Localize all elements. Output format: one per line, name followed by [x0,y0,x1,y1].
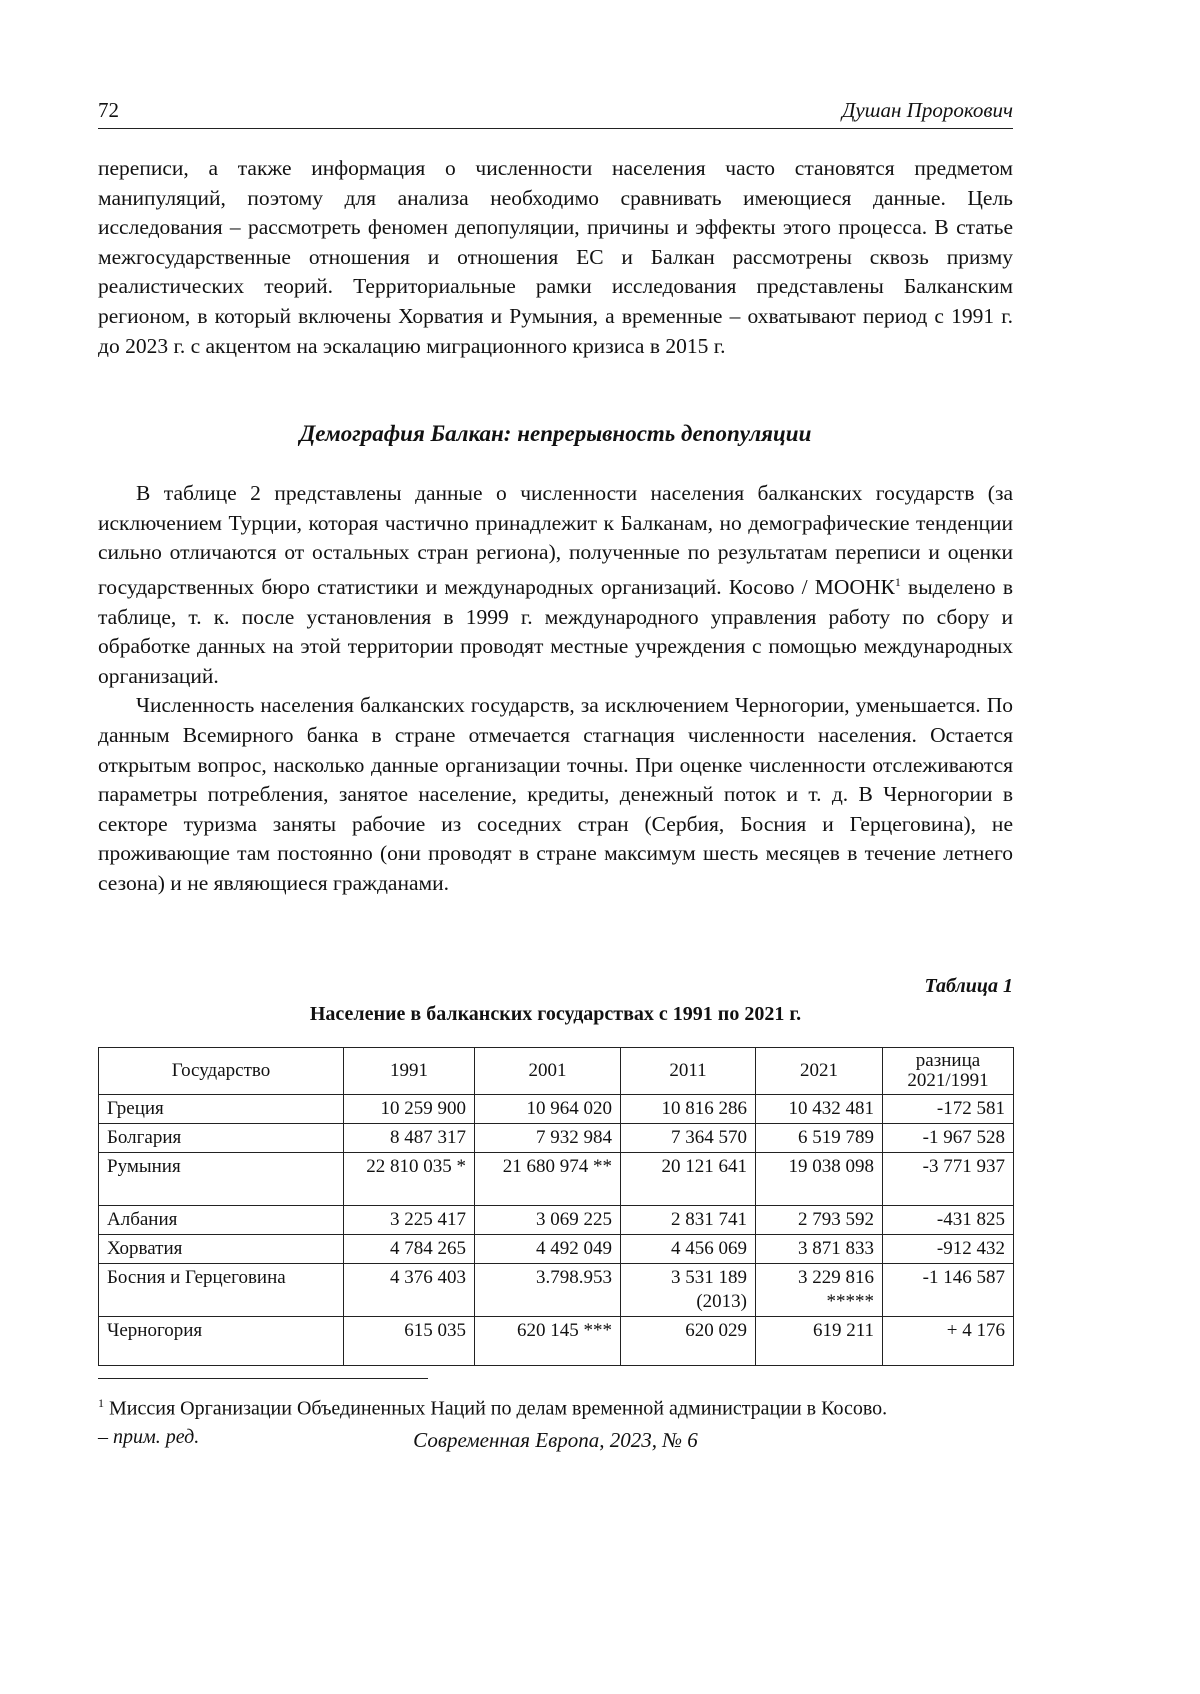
value-cell: 3 225 417 [344,1206,475,1235]
column-header: 1991 [344,1048,475,1095]
value-cell: 7 364 570 [621,1124,756,1153]
section-heading: Демография Балкан: непрерывность депопуляции [299,421,812,446]
column-header: Государство [99,1048,344,1095]
value-cell: 8 487 317 [344,1124,475,1153]
value-cell: 2 831 741 [621,1206,756,1235]
country-cell: Хорватия [99,1235,344,1264]
paragraph-2: Численность населения балканских государств, за исключением Черногории, уменьшается. По данным Всемирного банка в стране отмечается стагнация численности населения. Остается открытым вопрос, насколько данные организации точны. При оценке численности отслеживаются параметры потребления, занятое население, кредиты, денежный поток и т. д. В Черногории в секторе туризма заняты рабочие из соседних стран (Сербия, Босния и Герцеговина), не проживающие там постоянно (они проводят в стране максимум шесть месяцев в течение летнего сезона) и не являющиеся гражданами. [98,693,1013,895]
value-cell: 3 531 189 (2013) [621,1264,756,1317]
table-row [99,1095,1014,1124]
value-cell: -3 771 937 [883,1153,1014,1206]
value-cell: -912 432 [883,1235,1014,1264]
value-cell: + 4 176 [883,1317,1014,1366]
value-cell: 3 871 833 [756,1235,883,1264]
value-cell: 10 259 900 [344,1095,475,1124]
value-cell: 19 038 098 [756,1153,883,1206]
value-cell: 2 793 592 [756,1206,883,1235]
table-header-row [99,1048,1014,1095]
value-cell: -1 967 528 [883,1124,1014,1153]
paragraph-text: переписи, а также информация о численности населения часто становятся предметом манипуляций, поэтому для анализа необходимо сравнивать имеющиеся данные. Цель исследования – рассмотреть феномен депопуляции, причины и эффекты этого процесса. В статье межгосударственные отношения и отношения ЕС и Балкан рассмотрены сквозь призму реалистических теорий. Территориальные рамки исследования представлены Балканским регионом, в который включены Хорватия и Румыния, а временные – охватывают период с 1991 г. до 2023 г. с акцентом на эскалацию миграционного кризиса в 2015 г. [98,156,1013,358]
country-cell: Румыния [99,1153,344,1206]
column-header: 2021 [756,1048,883,1095]
footnote-rule [98,1378,428,1379]
footnote-text: Миссия Организации Объединенных Наций по делам временной администрации в Косово. [104,1397,888,1420]
country-cell: Албания [99,1206,344,1235]
table-row [99,1206,1014,1235]
value-cell: -172 581 [883,1095,1014,1124]
value-cell: 3 069 225 [475,1206,621,1235]
header-rule [98,128,1013,129]
value-cell: 6 519 789 [756,1124,883,1153]
country-cell: Черногория [99,1317,344,1366]
paragraph-1-part-b: выделено в таблице, т. к. после установления в 1999 г. международного управления работу по сбору и обработке данных на этой территории проводят местные учреждения с помощью международных организаций. [98,574,1013,688]
value-cell: 4 376 403 [344,1264,475,1317]
value-cell: 619 211 [756,1317,883,1366]
table-label: Таблица 1 [924,975,1013,997]
value-cell: 3.798.953 [475,1264,621,1317]
value-cell: 620 029 [621,1317,756,1366]
value-cell: 10 432 481 [756,1095,883,1124]
population-table [98,1047,1014,1366]
running-header-author: Душан Пророкович [841,98,1013,122]
value-cell: 4 456 069 [621,1235,756,1264]
value-cell: 22 810 035 * [344,1153,475,1206]
value-cell: -431 825 [883,1206,1014,1235]
value-cell: 615 035 [344,1317,475,1366]
value-cell: 10 816 286 [621,1095,756,1124]
value-cell: 10 964 020 [475,1095,621,1124]
footnote-note: – прим. ред. [98,1425,200,1448]
value-cell: 4 492 049 [475,1235,621,1264]
value-cell: 620 145 *** [475,1317,621,1366]
value-cell: 7 932 984 [475,1124,621,1153]
country-cell: Болгария [99,1124,344,1153]
value-cell: 3 229 816 ***** [756,1264,883,1317]
table-row [99,1235,1014,1264]
column-header: 2011 [621,1048,756,1095]
paragraph-1 [98,479,1013,691]
column-header: разница 2021/1991 [883,1048,1014,1095]
country-cell: Греция [99,1095,344,1124]
country-cell: Босния и Герцеговина [99,1264,344,1317]
value-cell: -1 146 587 [883,1264,1014,1317]
value-cell: 21 680 974 ** [475,1153,621,1206]
value-cell: 4 784 265 [344,1235,475,1264]
table-row [99,1153,1014,1206]
body-text [98,479,1013,898]
table-row [99,1317,1014,1366]
column-header: 2001 [475,1048,621,1095]
footnote-mark: 1 [98,1396,104,1410]
table-row [99,1124,1014,1153]
page-number: 72 [98,98,119,122]
value-cell: 20 121 641 [621,1153,756,1206]
intro-paragraph [98,154,1013,361]
journal-footer: Современная Европа, 2023, № 6 [413,1428,698,1452]
footnote-ref[interactable]: 1 [894,574,901,589]
paragraph-1-part-a: В таблице 2 представлены данные о численности населения балканских государств (за исключением Турции, которая частично принадлежит к Балканам, но демографические тенденции сильно отличаются от остальных стран региона), полученные по результатам переписи и оценки государственных бюро статистики и международных организаций. Косово / МООНК [98,481,1013,599]
table-title: Население в балканских государствах с 1991 по 2021 г. [309,1003,802,1025]
table-row [99,1264,1014,1317]
